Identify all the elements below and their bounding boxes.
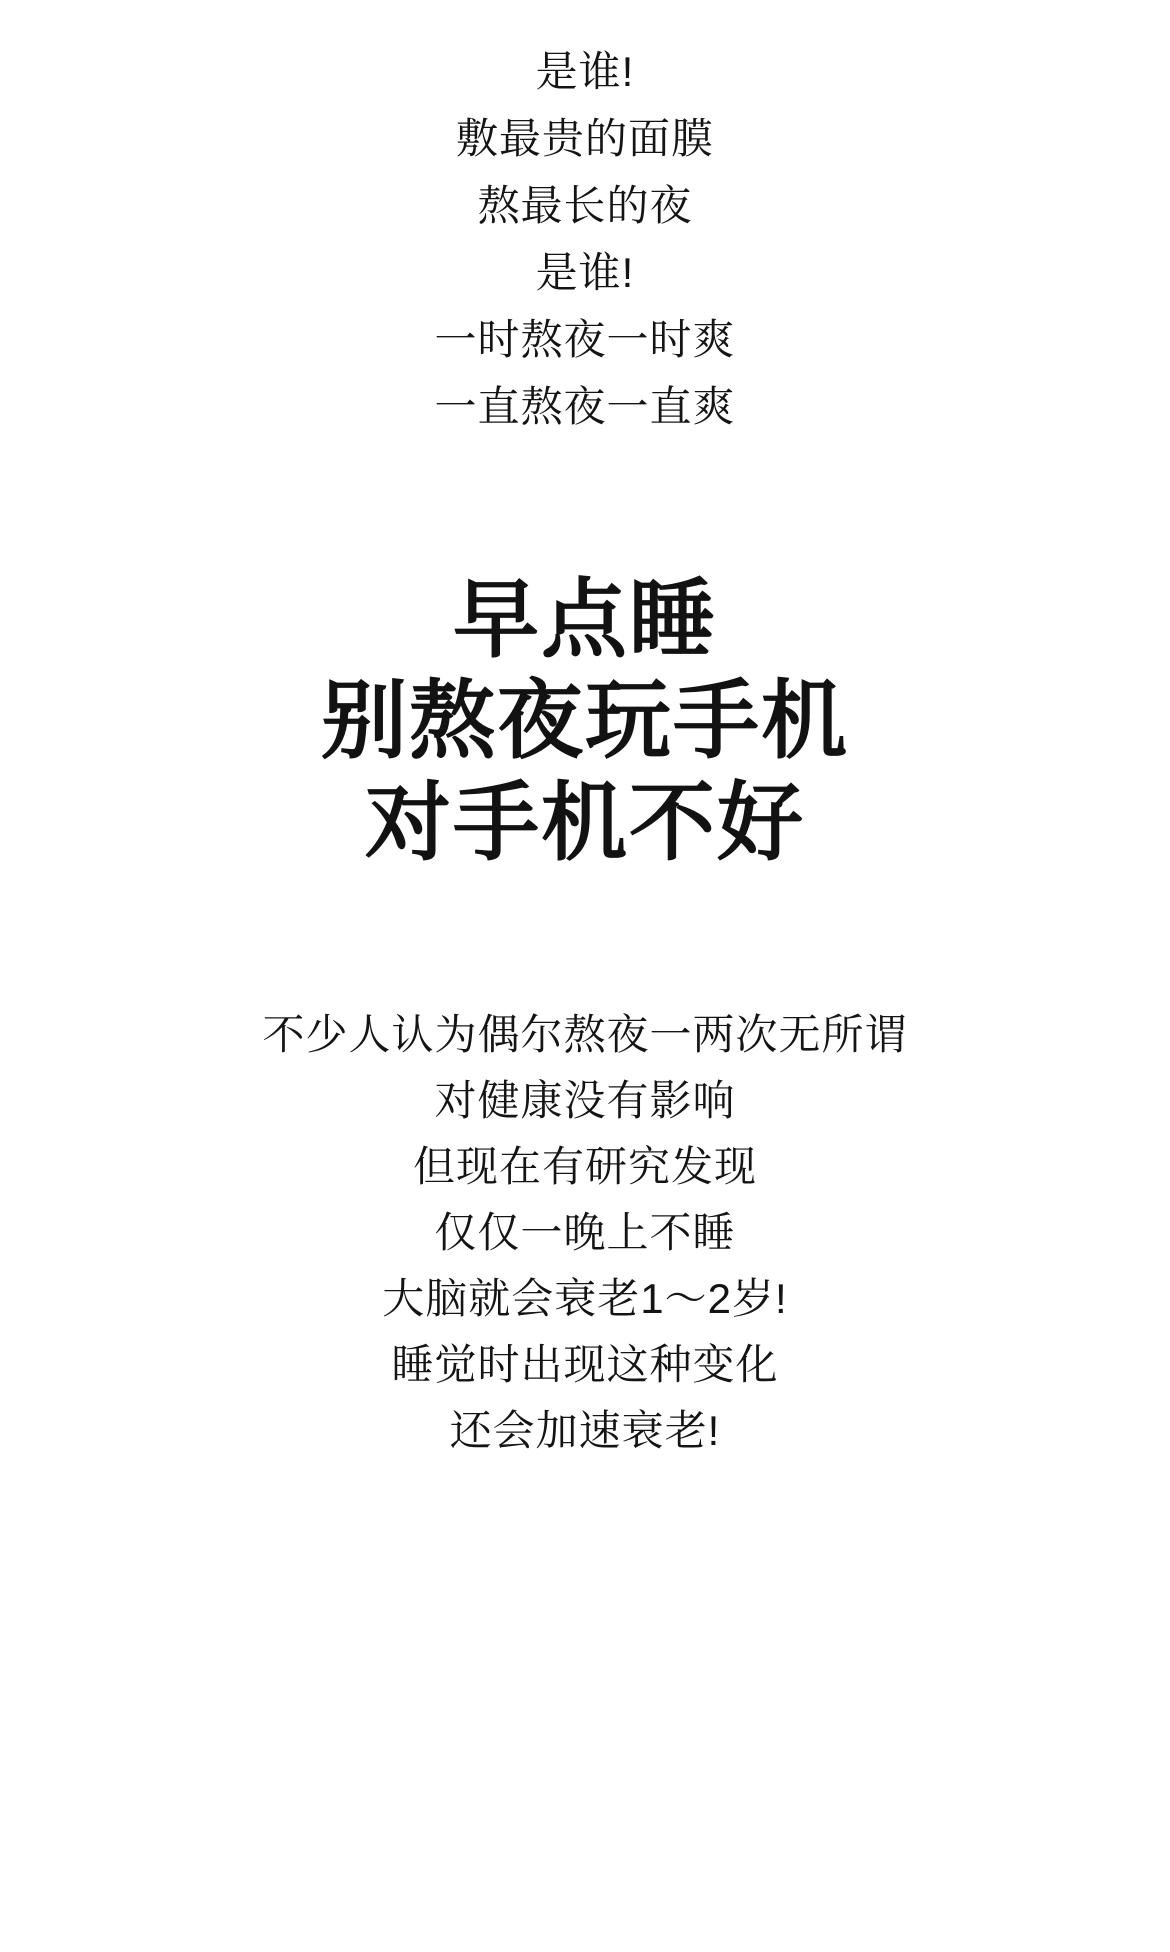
body-line: 大脑就会衰老1～2岁! [382, 1275, 788, 1323]
headline-line-2: 别熬夜玩手机 [321, 671, 849, 772]
headline-line-1: 早点睡 [453, 570, 717, 670]
body-line: 还会加速衰老! [449, 1407, 721, 1455]
headline-block [0, 570, 1170, 874]
intro-line: 是谁! [535, 249, 635, 296]
intro-line: 一直熬夜一直爽 [434, 383, 736, 430]
body-line: 睡觉时出现这种变化 [391, 1341, 779, 1389]
headline-line-3: 对手机不好 [365, 772, 805, 873]
intro-line: 是谁! [535, 48, 635, 95]
body-stanza [0, 1002, 1170, 1464]
body-line: 仅仅一晚上不睡 [434, 1209, 736, 1257]
body-line: 对健康没有影响 [434, 1077, 736, 1125]
intro-line: 熬最长的夜 [477, 182, 693, 229]
intro-line: 一时熬夜一时爽 [434, 316, 736, 363]
intro-line: 敷最贵的面膜 [455, 115, 714, 162]
intro-stanza [0, 38, 1170, 440]
body-line: 但现在有研究发现 [412, 1143, 757, 1191]
body-line: 不少人认为偶尔熬夜一两次无所谓 [262, 1011, 908, 1059]
